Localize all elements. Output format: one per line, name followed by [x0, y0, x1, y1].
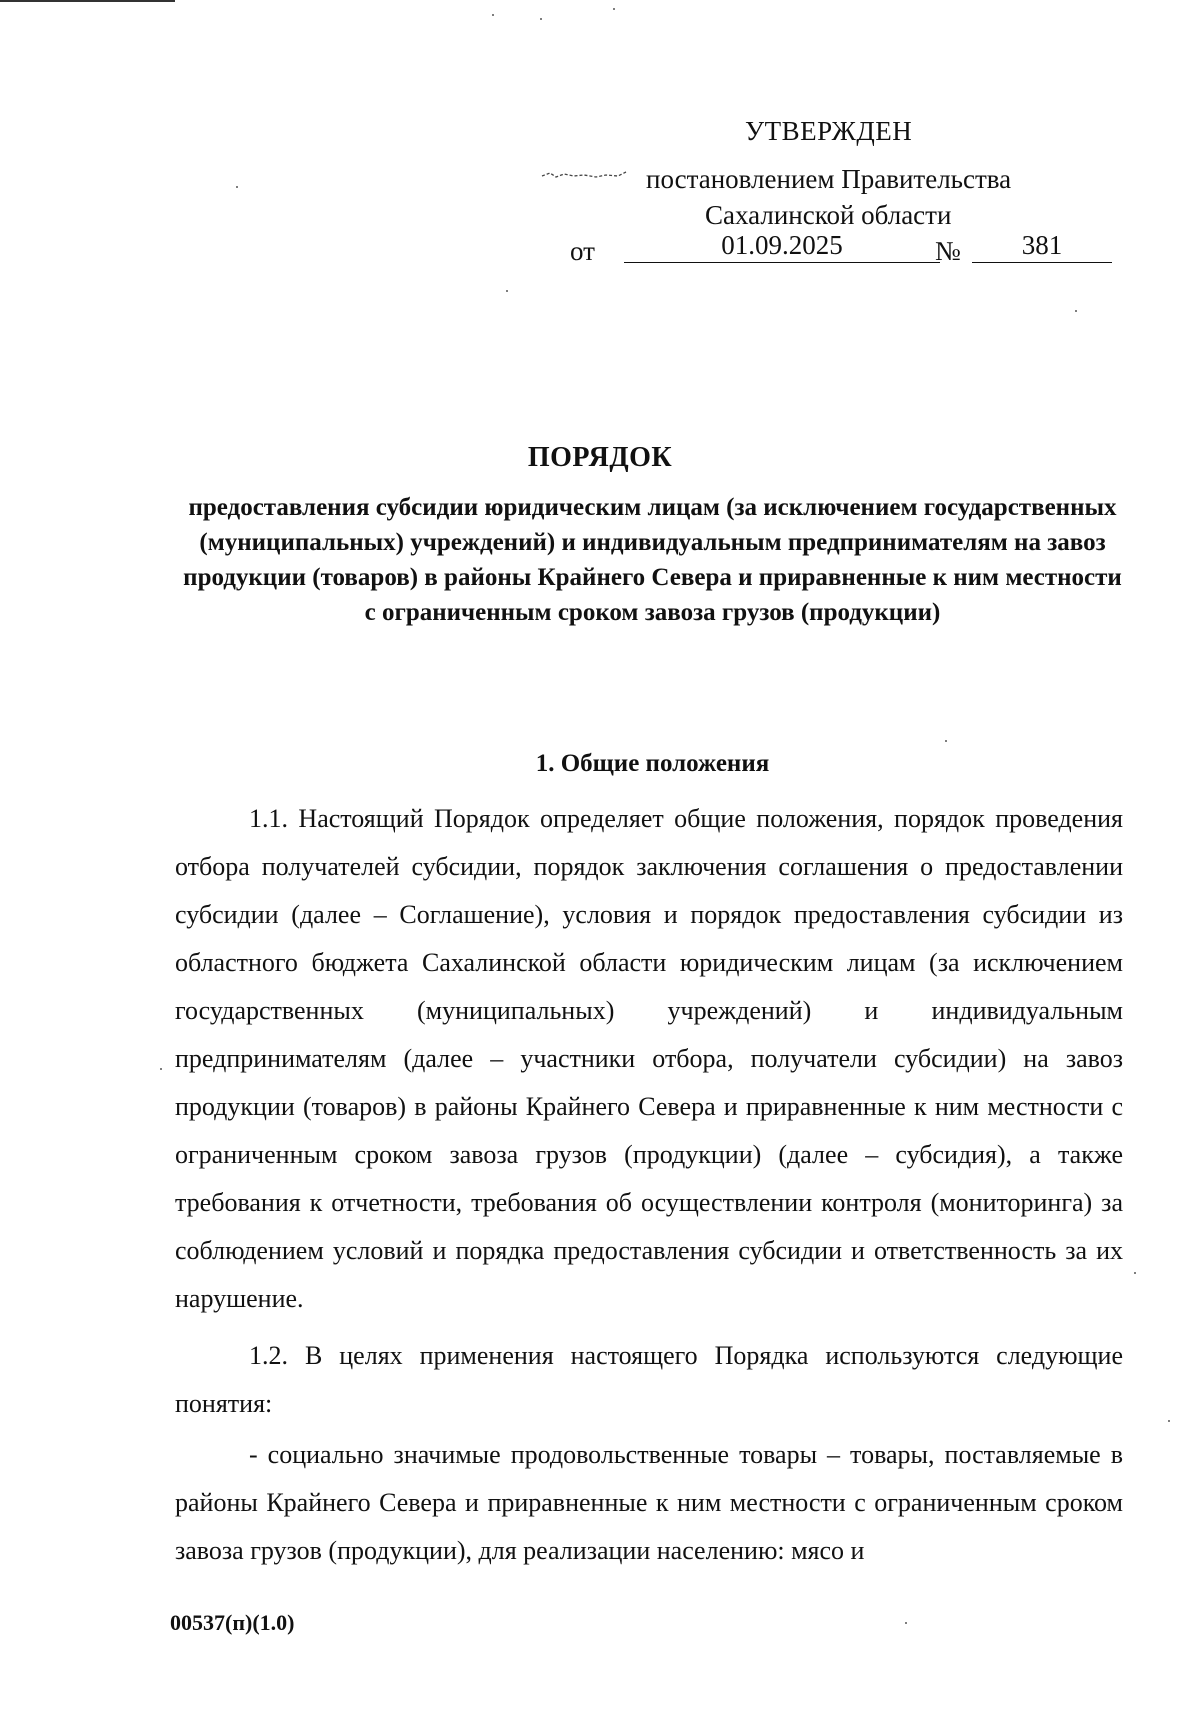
scan-speck	[1134, 1272, 1136, 1274]
paragraph: - социально значимые продовольственные товары – товары, поставляемые в районы Крайнего Севера и приравненные к ним местности с ограниченным сроком завоза грузов (продукции), для реализации населению: мясо и	[175, 1440, 1123, 1565]
approval-number: 381	[972, 230, 1112, 263]
scan-speck	[613, 8, 615, 10]
scan-speck	[492, 14, 494, 16]
scan-speck	[236, 186, 238, 188]
scan-speck	[540, 18, 542, 20]
approval-title: УТВЕРЖДЕН	[745, 116, 913, 146]
paragraph: 1.1. Настоящий Порядок определяет общие положения, порядок проведения отбора получателей субсидии, порядок заключения соглашения о предоставлении субсидии (далее – Соглашение), условия и порядок предоставления субсидии из областного бюджета Сахалинской области юридическим лицам (за исключением государственных (муниципальных) учреждений) и индивидуальным предпринимателям (далее – участники отбора, получатели субсидии) на завоз продукции (товаров) в районы Крайнего Севера и приравненные к ним местности с ограниченным сроком завоза грузов (продукции) (далее – субсидия), а также требования к отчетности, требования об осуществлении контроля (мониторинга) за соблюдением условий и порядка предоставления субсидии и ответственность за их нарушение.	[175, 804, 1123, 1313]
scan-speck	[1168, 1420, 1170, 1422]
approval-line-2: Сахалинской области	[705, 200, 952, 230]
scan-speck	[1075, 310, 1077, 312]
scan-speck	[506, 290, 508, 292]
section-heading: 1. Общие положения	[535, 750, 770, 777]
scan-edge-line	[0, 0, 175, 2]
approval-number-sign: №	[935, 236, 961, 266]
scan-speck	[160, 1068, 162, 1070]
handwritten-mark	[540, 170, 628, 180]
approval-date: 01.09.2025	[624, 230, 940, 263]
approval-line-1: постановлением Правительства	[646, 164, 1012, 194]
approval-from-label: от	[570, 236, 595, 266]
scan-speck	[945, 740, 947, 742]
document-subtitle: предоставления субсидии юридическим лицам (за исключением государственных (муниципальных) учреждений) и индивидуальным предпринимателям на завоз продукции (товаров) в районы Крайнего Севера и приравненные к ним местности с ограниченным сроком завоза грузов (продукции)	[183, 494, 1122, 626]
approval-block	[520, 112, 1120, 272]
scan-speck	[905, 1622, 907, 1624]
paragraph: 1.2. В целях применения настоящего Порядка используются следующие понятия:	[175, 1341, 1123, 1418]
document-title: ПОРЯДОК	[527, 442, 673, 473]
footer-document-code: 00537(п)(1.0)	[170, 1610, 295, 1635]
